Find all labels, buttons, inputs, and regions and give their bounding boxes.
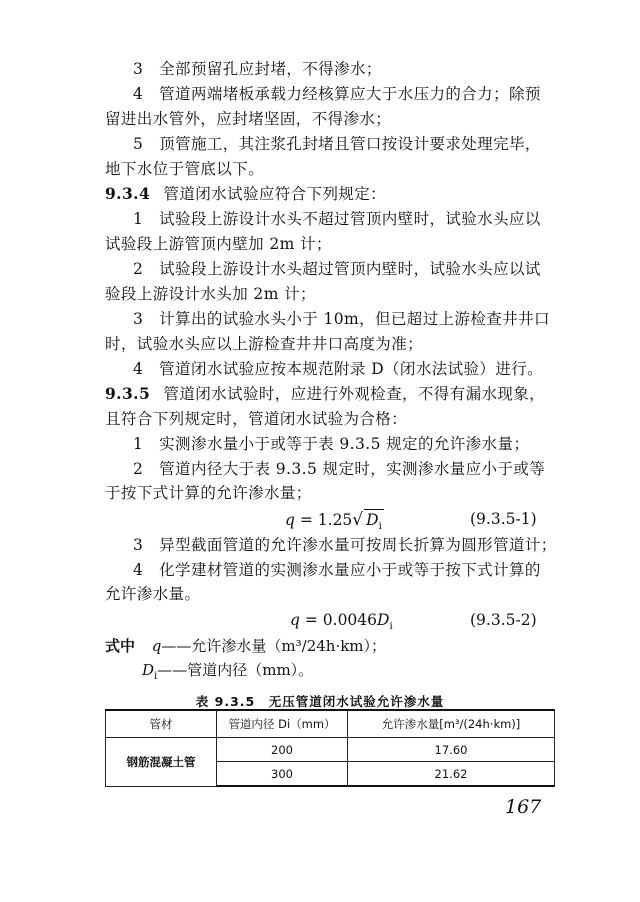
seepage-cell: 17.60 xyxy=(348,738,555,762)
where-di-description xyxy=(142,660,313,687)
table-row xyxy=(106,738,555,762)
di-symbol: D xyxy=(142,661,155,679)
diameter-cell: 300 xyxy=(217,762,348,787)
di-subscript: i xyxy=(154,671,158,682)
paragraph-9-3-5-item-2-line1: 2 管道内径大于表 9.3.5 规定时，实测渗水量应小于或等 xyxy=(133,460,546,478)
paragraph-9-3-5-item-4-line2: 允许渗水量。 xyxy=(105,585,201,603)
section-9-3-4 xyxy=(105,184,555,204)
paragraph-item-3: 3 全部预留孔应封堵，不得渗水； xyxy=(133,60,382,78)
paragraph-9-3-5-item-3: 3 异型截面管道的允许渗水量可按周长折算为圆形管道计； xyxy=(133,536,557,554)
page-number: 167 xyxy=(505,796,542,818)
section-number: 9.3.5 xyxy=(105,384,151,403)
diameter-cell: 200 xyxy=(217,738,348,762)
equation-number-2: (9.3.5-2) xyxy=(470,611,537,629)
section-text: 管道闭水试验应符合下列规定： xyxy=(163,185,387,203)
equation-number-1: (9.3.5-1) xyxy=(470,510,537,528)
paragraph-item-4-line1: 4 管道两端堵板承载力经核算应大于水压力的合力；除预 xyxy=(133,85,541,103)
paragraph-item-4-line2: 留进出水管外，应封堵坚固，不得渗水； xyxy=(105,110,392,128)
paragraph-9-3-4-item-4: 4 管道闭水试验应按本规范附录 D（闭水法试验）进行。 xyxy=(133,360,544,378)
table-caption: 表 9.3.5 无压管道闭水试验允许渗水量 xyxy=(195,694,445,709)
seepage-cell: 21.62 xyxy=(348,762,555,787)
section-9-3-5 xyxy=(105,384,555,404)
equation-9-3-5-1: q = 1.25√ $D_i$ xyxy=(285,509,384,537)
paragraph-9-3-4-item-2-line2: 验段上游设计水头加 2m 计； xyxy=(105,285,316,303)
paragraph-9-3-5-item-2-line2: 于按下式计算的允许渗水量； xyxy=(105,484,312,502)
header-diameter: 管道内径 Di（mm） xyxy=(217,710,348,738)
section-9-3-5-line2: 且符合下列规定时，管道闭水试验为合格： xyxy=(105,410,408,428)
paragraph-item-5-line1: 5 顶管施工，其注浆孔封堵且管口按设计要求处理完毕， xyxy=(133,135,541,153)
where-q-line: 式中 q——允许渗水量（m³/24h·km）； xyxy=(105,637,387,655)
header-material: 管材 xyxy=(106,710,217,738)
paragraph-9-3-5-item-1: 1 实测渗水量小于或等于表 9.3.5 规定的允许渗水量； xyxy=(133,435,530,453)
paragraph-item-5-line2: 地下水位于管底以下。 xyxy=(105,160,265,178)
paragraph-9-3-4-item-2-line1: 2 试验段上游设计水头超过管顶内壁时，试验水头应以试 xyxy=(133,260,541,278)
section-text: 管道闭水试验时，应进行外观检查，不得有漏水现象， xyxy=(163,385,546,403)
header-seepage: 允许渗水量[m³/(24h·km)] xyxy=(348,710,555,738)
di-description: ——管道内径（mm）。 xyxy=(157,661,314,679)
paragraph-9-3-4-item-3-line1: 3 计算出的试验水头小于 10m，但已超过上游检查井井口 xyxy=(133,310,550,328)
paragraph-9-3-4-item-1-line2: 试验段上游管顶内壁加 2m 计； xyxy=(105,235,332,253)
paragraph-9-3-4-item-3-line2: 时，试验水头应以上游检查井井口高度为准； xyxy=(105,335,424,353)
material-cell: 钢筋混凝土管 xyxy=(106,738,217,787)
section-number: 9.3.4 xyxy=(105,184,151,203)
paragraph-9-3-5-item-4-line1: 4 化学建材管道的实测渗水量应小于或等于按下式计算的 xyxy=(133,561,541,579)
seepage-table xyxy=(105,709,555,787)
paragraph-9-3-4-item-1-line1: 1 试验段上游设计水头不超过管顶内壁时，试验水头应以 xyxy=(133,210,541,228)
equation-9-3-5-2: $q = 0.0046D_i$ xyxy=(290,611,393,633)
